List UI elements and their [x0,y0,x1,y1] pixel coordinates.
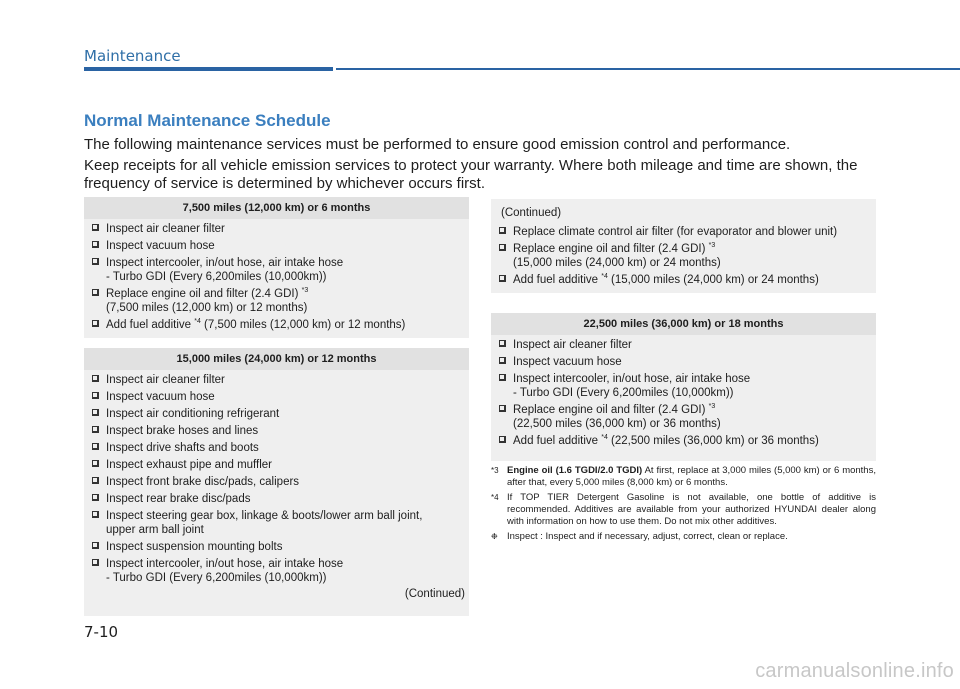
item-text: Inspect air cleaner filter [106,374,225,386]
schedule-15000-continued-panel [491,199,876,293]
schedule-15000-panel [84,348,469,616]
item-text: Inspect front brake disc/pads, calipers [106,476,300,488]
item-detail: - Turbo GDI (Every 6,200miles (10,000km)) [513,387,734,399]
checklist-item [92,424,461,438]
checkbox-icon [499,405,506,412]
item-text: Add fuel additive [513,274,602,286]
schedule-15000-heading: 15,000 miles (24,000 km) or 12 months [84,348,469,370]
checklist-item [499,273,868,287]
checkbox-icon [92,320,99,327]
checkbox-icon [92,224,99,231]
checkbox-icon [92,511,99,518]
item-text: Replace engine oil and filter (2.4 GDI) [513,404,709,416]
page-number: 7-10 [84,623,119,641]
item-text: Replace climate control air filter (for evaporator and blower unit) [513,226,838,238]
checklist-item [92,373,461,387]
checklist-item [92,407,461,421]
item-text: Replace engine oil and filter (2.4 GDI) [106,288,302,300]
schedule-7500-heading: 7,500 miles (12,000 km) or 6 months [84,197,469,219]
checklist-item [499,225,868,239]
item-text: Add fuel additive [513,435,602,447]
footnote-inspect [491,531,876,543]
checklist-item [92,458,461,472]
item-detail: (15,000 miles (24,000 km) or 24 months) [513,257,721,269]
checklist-item [92,318,461,332]
item-text: Inspect air conditioning refrigerant [106,408,280,420]
checklist-item [499,338,868,352]
checkbox-icon [92,494,99,501]
schedule-7500-panel [84,197,469,338]
footnote-marker: ❉ [491,532,498,541]
item-text: Inspect exhaust pipe and muffler [106,459,273,471]
item-text: Inspect intercooler, in/out hose, air intake hose [106,257,344,269]
footnote-text: At first, replace at 3,000 miles (5,000 km) or 6 months, after that, every 5,000 miles (8,000 km) or 6 months. [507,465,876,488]
footnote-marker: *3 [491,466,499,475]
intro-paragraph-1: The following maintenance services must be performed to ensure good emission control and performance. [84,136,791,153]
checklist-item [92,256,461,284]
checklist-item [92,540,461,554]
item-interval: (15,000 miles (24,000 km) or 24 months) [607,274,819,286]
continued-label: (Continued) [404,588,465,600]
checkbox-icon [92,477,99,484]
item-detail: upper arm ball joint [106,524,204,536]
item-text: Inspect steering gear box, linkage & boots/lower arm ball joint, [106,510,423,522]
checkbox-icon [92,460,99,467]
checklist-item [92,557,461,585]
checklist-item [92,475,461,489]
section-label: Maintenance [84,47,181,65]
checklist-item [499,242,868,270]
item-text: Inspect vacuum hose [106,391,215,403]
item-text: Add fuel additive [106,319,195,331]
footnote-ref: *4 [601,434,608,442]
item-text: Inspect brake hoses and lines [106,425,259,437]
footnote-marker: *4 [491,493,499,502]
footnotes [491,465,876,546]
checkbox-icon [92,542,99,549]
checkbox-icon [92,426,99,433]
item-text: Replace engine oil and filter (2.4 GDI) [513,243,709,255]
checkbox-icon [92,409,99,416]
watermark: carmanualsonline.info [755,660,954,682]
footnote-ref: *4 [194,318,201,326]
item-detail: (7,500 miles (12,000 km) or 12 months) [106,302,308,314]
checklist-item [499,355,868,369]
footnote-ref: *3 [708,242,716,250]
checklist-item [499,403,868,431]
footnote-text: Inspect : Inspect and if necessary, adjust, correct, clean or replace. [507,531,788,542]
schedule-22500-heading: 22,500 miles (36,000 km) or 18 months [491,313,876,335]
continued-label: (Continued) [501,207,562,219]
checkbox-icon [92,375,99,382]
checklist-item [499,434,868,448]
checkbox-icon [499,227,506,234]
footnote-text: If TOP TIER Detergent Gasoline is not available, one bottle of additive is recommended. Additives are available from your authorized HYUNDAI dealer along with information on how to use them. Do not mix other additives. [507,492,876,527]
checklist-item [92,441,461,455]
schedule-22500-panel [491,313,876,461]
checklist-item [92,390,461,404]
item-text: Inspect vacuum hose [513,356,622,368]
checklist-item [92,222,461,236]
schedule-15000-continued-items [491,225,876,287]
item-text: Inspect intercooler, in/out hose, air intake hose [106,558,344,570]
item-detail: - Turbo GDI (Every 6,200miles (10,000km)) [106,271,327,283]
checkbox-icon [499,436,506,443]
checkbox-icon [92,258,99,265]
header-rule-thin [336,68,960,70]
checkbox-icon [499,244,506,251]
schedule-22500-items [491,335,876,448]
footnote-4 [491,492,876,528]
page-title: Normal Maintenance Schedule [84,111,331,130]
item-text: Inspect intercooler, in/out hose, air intake hose [513,373,751,385]
item-text: Inspect air cleaner filter [513,339,632,351]
checkbox-icon [499,374,506,381]
checkbox-icon [499,340,506,347]
checkbox-icon [92,289,99,296]
checklist-item [92,492,461,506]
item-detail: (22,500 miles (36,000 km) or 36 months) [513,418,721,430]
schedule-15000-items [84,370,469,585]
checklist-item [92,509,461,537]
item-text: Inspect suspension mounting bolts [106,541,283,553]
footnote-ref: *3 [708,403,716,411]
footnote-3 [491,465,876,489]
checkbox-icon [92,392,99,399]
checkbox-icon [92,443,99,450]
schedule-7500-items [84,219,469,332]
checkbox-icon [92,241,99,248]
checklist-item [92,287,461,315]
intro-paragraph-2: Keep receipts for all vehicle emission services to protect your warranty. Where both mileage and time are shown, the frequency of service is determined by whichever occurs first. [84,157,858,192]
item-interval: (22,500 miles (36,000 km) or 36 months) [607,435,819,447]
item-text: Inspect vacuum hose [106,240,215,252]
item-text: Inspect rear brake disc/pads [106,493,251,505]
item-text: Inspect drive shafts and boots [106,442,259,454]
item-interval: (7,500 miles (12,000 km) or 12 months) [200,319,406,331]
footnote-bold: Engine oil (1.6 TGDI/2.0 TGDI) [507,465,643,476]
item-detail: - Turbo GDI (Every 6,200miles (10,000km)) [106,572,327,584]
checklist-item [499,372,868,400]
footnote-ref: *4 [601,273,608,281]
item-text: Inspect air cleaner filter [106,223,225,235]
checkbox-icon [499,357,506,364]
checkbox-icon [92,559,99,566]
footnote-ref: *3 [301,287,309,295]
checklist-item [92,239,461,253]
checkbox-icon [499,275,506,282]
header-rule-thick [84,67,333,71]
